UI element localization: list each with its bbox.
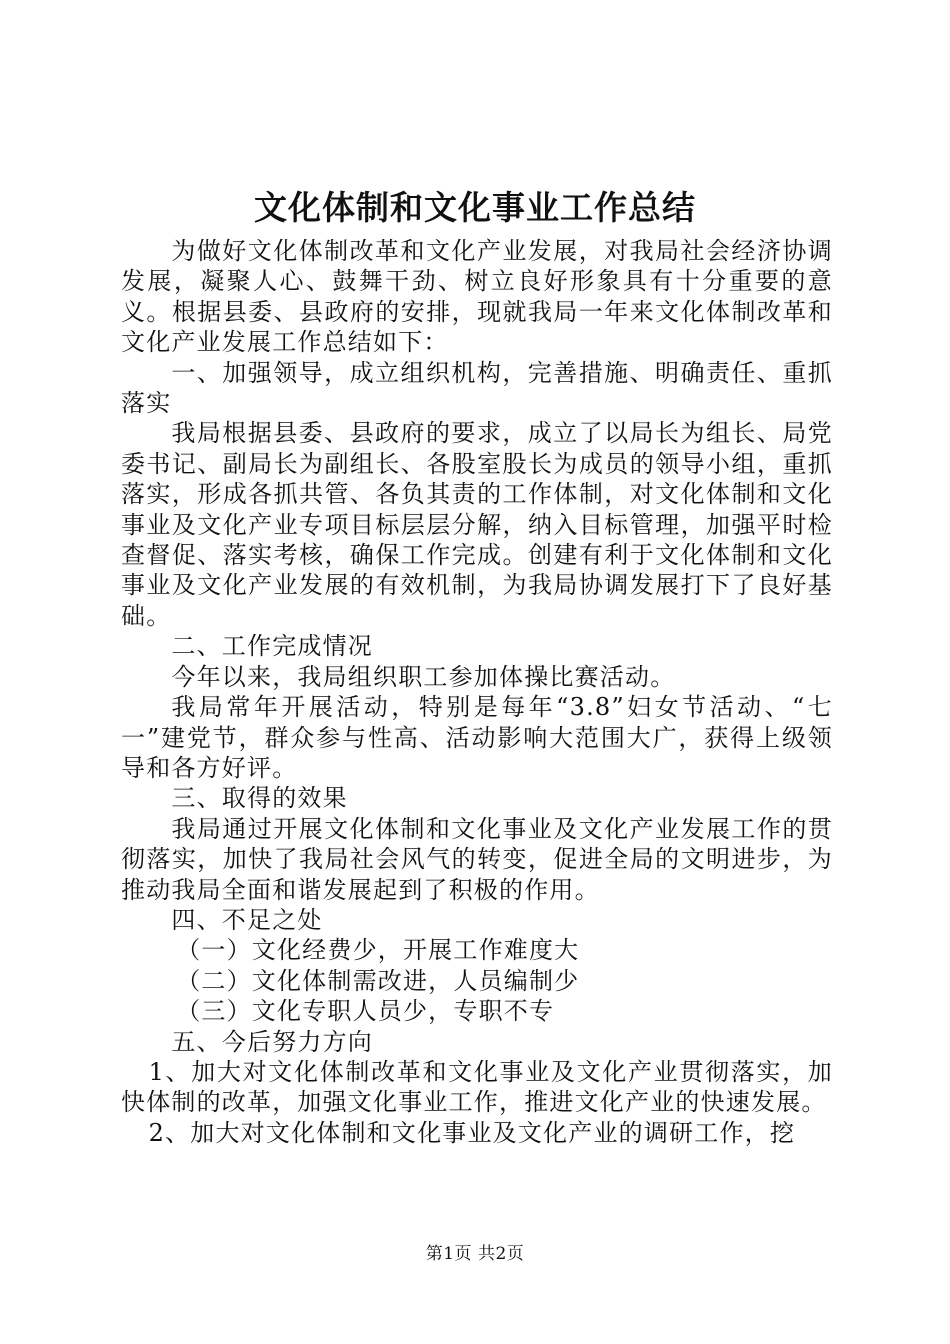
intro-paragraph: 为做好文化体制改革和文化产业发展，对我局社会经济协调发展，凝聚人心、鼓舞干劲、树立良好形象具有十分重要的意义。根据县委、县政府的安排，现就我局一年来文化体制改革和文化产业发展工作总结如下：: [121, 237, 833, 357]
direction-item: 1、加大对文化体制改革和文化事业及文化产业贯彻落实，加快体制的改革，加强文化事业工作，推进文化产业的快速发展。: [121, 1057, 833, 1117]
shortcoming-item: （三）文化专职人员少，专职不专: [176, 997, 555, 1026]
direction-item: 2、加大对文化体制和文化事业及文化产业的调研工作，挖: [148, 1118, 796, 1147]
body-paragraph: 我局常年开展活动，特别是每年“3.8”妇女节活动、“七一”建党节，群众参与性高、活动影响大范围大广，获得上级领导和各方好评。: [121, 693, 833, 782]
document-body: [121, 236, 833, 1148]
page-footer: 第1页 共2页: [425, 1244, 525, 1264]
shortcoming-item: （一）文化经费少，开展工作难度大: [176, 936, 580, 965]
section-heading-5: 五、今后努力方向: [171, 1027, 373, 1056]
body-paragraph: 我局根据县委、县政府的要求，成立了以局长为组长、局党委书记、副局长为副组长、各股室股长为成员的领导小组，重抓落实，形成各抓共管、各负其责的工作体制，对文化体制和文化事业及文化产业专项目标层层分解，纳入目标管理，加强平时检查督促、落实考核，确保工作完成。创建有利于文化体制和文化事业及文化产业发展的有效机制，为我局协调发展打下了良好基础。: [121, 419, 833, 630]
body-paragraph: 今年以来，我局组织职工参加体操比赛活动。: [171, 662, 676, 691]
section-heading-3: 三、取得的效果: [171, 784, 348, 813]
section-heading-1: 一、加强领导，成立组织机构，完善措施、明确责任、重抓落实: [121, 358, 833, 418]
section-heading-4: 四、不足之处: [171, 905, 323, 934]
body-paragraph: 我局通过开展文化体制和文化事业及文化产业发展工作的贯彻落实，加快了我局社会风气的转变，促进全局的文明进步，为推动我局全面和谐发展起到了积极的作用。: [121, 814, 833, 904]
shortcoming-item: （二）文化体制需改进，人员编制少: [176, 966, 580, 995]
document-title: 文化体制和文化事业工作总结: [254, 188, 696, 227]
section-heading-2: 二、工作完成情况: [171, 632, 373, 661]
